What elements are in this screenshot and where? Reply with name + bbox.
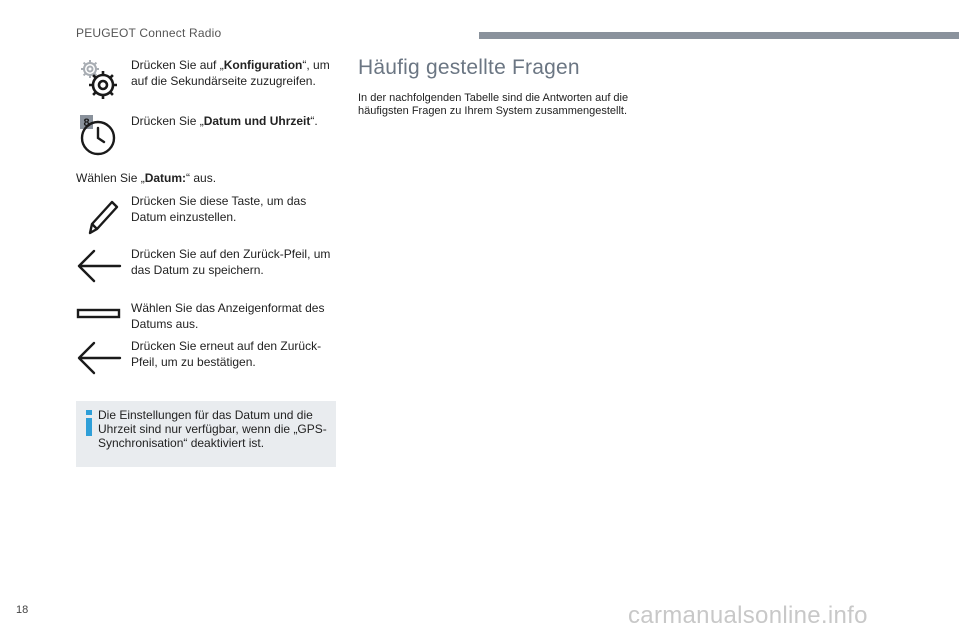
action-select-format xyxy=(76,300,336,336)
step-text-post: “. xyxy=(310,114,318,128)
step-konfiguration xyxy=(76,57,336,107)
header-bar xyxy=(479,32,959,39)
action-confirm xyxy=(76,338,336,382)
step-datum-uhrzeit xyxy=(76,112,336,160)
info-icon xyxy=(85,410,93,436)
info-box xyxy=(76,401,336,467)
select-date-pre: Wählen Sie „ xyxy=(76,171,145,185)
action-save-date-text: Drücken Sie auf den Zurück-Pfeil, um das Datum zu speichern. xyxy=(131,247,331,277)
action-set-date xyxy=(76,193,336,237)
page-number: 18 xyxy=(16,604,29,616)
select-date-post: “ aus. xyxy=(186,171,217,185)
step-konfiguration-text xyxy=(131,57,341,89)
step-text-pre: Drücken Sie „ xyxy=(131,114,204,128)
back-arrow-icon xyxy=(76,246,124,294)
step-text-bold: Konfiguration xyxy=(223,58,303,72)
step-text-bold: Datum und Uhrzeit xyxy=(203,114,311,128)
clock-badge: 8 xyxy=(83,117,90,129)
gear-settings-icon xyxy=(76,57,124,105)
watermark: carmanualsonline.info xyxy=(628,602,868,629)
step-datum-uhrzeit-text xyxy=(131,113,341,129)
select-date-instruction xyxy=(76,170,216,186)
action-set-date-text: Drücken Sie diese Taste, um das Datum einzustellen. xyxy=(131,194,307,224)
select-date-bold: Datum: xyxy=(144,171,187,185)
action-confirm-text: Drücken Sie erneut auf den Zurück-Pfeil, um zu bestätigen. xyxy=(131,339,322,369)
faq-text: In der nachfolgenden Tabelle sind die Antworten auf die häufigsten Fragen zu Ihrem System zusammengestellt. xyxy=(358,92,629,117)
faq-title: Häufig gestellte Fragen xyxy=(358,56,580,79)
back-arrow-icon xyxy=(76,338,124,386)
clock-icon xyxy=(76,112,124,160)
pencil-icon xyxy=(76,193,124,241)
step-text-post: “, um auf die Sekundärseite zuzugreifen. xyxy=(131,58,330,88)
step-text-pre: Drücken Sie auf „ xyxy=(131,58,224,72)
action-save-date xyxy=(76,246,336,290)
action-select-format-text: Wählen Sie das Anzeigenformat des Datums aus. xyxy=(131,301,325,331)
header-title: PEUGEOT Connect Radio xyxy=(76,26,222,40)
info-text: Die Einstellungen für das Datum und die Uhrzeit sind nur verfügbar, wenn die „GPS-Synchronisation“ deaktiviert ist. xyxy=(98,408,327,450)
